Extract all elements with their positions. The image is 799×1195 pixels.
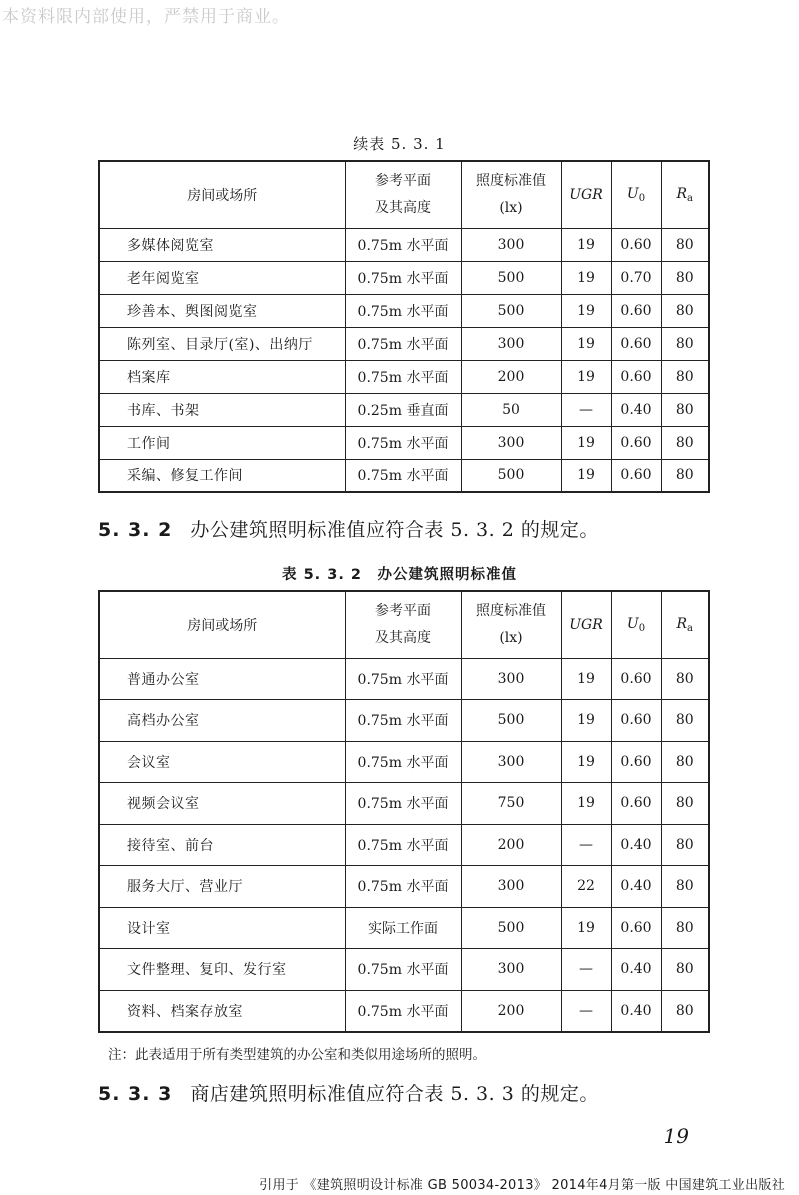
u0-cell: 0.60: [611, 658, 661, 700]
plane-cell: 0.75m 水平面: [345, 866, 461, 908]
table-row: [99, 990, 709, 1032]
ugr-cell: 19: [561, 360, 611, 393]
illuminance-cell: 500: [461, 459, 561, 492]
table-row: [99, 459, 709, 492]
room-cell: 珍善本、舆图阅览室: [99, 294, 345, 327]
illuminance-cell: 300: [461, 658, 561, 700]
illuminance-cell: 200: [461, 824, 561, 866]
header-u0: $U_0$: [611, 161, 661, 228]
illuminance-cell: 300: [461, 228, 561, 261]
ugr-cell: 19: [561, 294, 611, 327]
ra-cell: 80: [661, 228, 709, 261]
room-cell: 资料、档案存放室: [99, 990, 345, 1032]
table-row: [99, 360, 709, 393]
u0-cell: 0.60: [611, 741, 661, 783]
page-number: 19: [663, 1124, 689, 1148]
table-caption: 表 5. 3. 2 办公建筑照明标准值: [282, 567, 517, 583]
plane-cell: 0.75m 水平面: [345, 700, 461, 742]
header-plane: 参考平面 及其高度: [345, 161, 461, 228]
u0-cell: 0.40: [611, 393, 661, 426]
table-row: [99, 294, 709, 327]
ra-cell: 80: [661, 360, 709, 393]
table-row: [99, 907, 709, 949]
header-u0: $U_0$: [611, 591, 661, 658]
ugr-cell: —: [561, 824, 611, 866]
room-cell: 采编、修复工作间: [99, 459, 345, 492]
illuminance-cell: 300: [461, 426, 561, 459]
table-row: [99, 658, 709, 700]
ugr-cell: 19: [561, 700, 611, 742]
plane-cell: 0.75m 水平面: [345, 327, 461, 360]
illuminance-cell: 50: [461, 393, 561, 426]
ra-cell: 80: [661, 393, 709, 426]
u0-cell: 0.40: [611, 866, 661, 908]
ra-cell: 80: [661, 327, 709, 360]
plane-cell: 0.75m 水平面: [345, 459, 461, 492]
header-room: 房间或场所: [99, 161, 345, 228]
room-cell: 老年阅览室: [99, 261, 345, 294]
plane-cell: 0.75m 水平面: [345, 360, 461, 393]
clause-number: 5. 3. 2: [98, 519, 173, 541]
header-room: 房间或场所: [99, 591, 345, 658]
room-cell: 文件整理、复印、发行室: [99, 949, 345, 991]
illuminance-cell: 300: [461, 327, 561, 360]
ra-cell: 80: [661, 700, 709, 742]
table-row: [99, 949, 709, 991]
ugr-cell: 19: [561, 228, 611, 261]
u0-cell: 0.60: [611, 783, 661, 825]
table-note: 注：此表适用于所有类型建筑的办公室和类似用途场所的照明。: [108, 1047, 486, 1063]
room-cell: 高档办公室: [99, 700, 345, 742]
clause-text: 办公建筑照明标准值应符合表 5. 3. 2 的规定。: [190, 519, 599, 541]
plane-cell: 0.25m 垂直面: [345, 393, 461, 426]
table-caption: 续表 5. 3. 1: [353, 135, 446, 153]
plane-cell: 0.75m 水平面: [345, 741, 461, 783]
plane-cell: 0.75m 水平面: [345, 824, 461, 866]
table-row: [99, 741, 709, 783]
room-cell: 设计室: [99, 907, 345, 949]
u0-cell: 0.60: [611, 907, 661, 949]
room-cell: 接待室、前台: [99, 824, 345, 866]
header-illuminance: 照度标准值 (lx): [461, 591, 561, 658]
header-ra: $R_a$: [661, 161, 709, 228]
citation-footer: 引用于 《建筑照明设计标准 GB 50034-2013》 2014年4月第一版 中国建筑工业出版社: [259, 1178, 785, 1193]
room-cell: 会议室: [99, 741, 345, 783]
illuminance-cell: 300: [461, 741, 561, 783]
table-row: [99, 783, 709, 825]
plane-cell: 0.75m 水平面: [345, 658, 461, 700]
plane-cell: 0.75m 水平面: [345, 949, 461, 991]
room-cell: 多媒体阅览室: [99, 228, 345, 261]
table-row: [99, 866, 709, 908]
ugr-cell: 19: [561, 907, 611, 949]
table-row: [99, 824, 709, 866]
u0-cell: 0.60: [611, 459, 661, 492]
room-cell: 书库、书架: [99, 393, 345, 426]
table-row: [99, 700, 709, 742]
header-ra: $R_a$: [661, 591, 709, 658]
u0-cell: 0.60: [611, 700, 661, 742]
watermark: 本资料限内部使用，严禁用于商业。: [2, 7, 290, 27]
ugr-cell: 22: [561, 866, 611, 908]
room-cell: 档案库: [99, 360, 345, 393]
illuminance-cell: 200: [461, 990, 561, 1032]
ra-cell: 80: [661, 866, 709, 908]
table-row: [99, 261, 709, 294]
ra-cell: 80: [661, 426, 709, 459]
header-plane: 参考平面 及其高度: [345, 591, 461, 658]
u0-cell: 0.60: [611, 294, 661, 327]
ra-cell: 80: [661, 907, 709, 949]
plane-cell: 0.75m 水平面: [345, 990, 461, 1032]
ra-cell: 80: [661, 741, 709, 783]
room-cell: 普通办公室: [99, 658, 345, 700]
illuminance-cell: 500: [461, 261, 561, 294]
header-ugr: UGR: [561, 591, 611, 658]
ra-cell: 80: [661, 783, 709, 825]
room-cell: 视频会议室: [99, 783, 345, 825]
ugr-cell: 19: [561, 261, 611, 294]
plane-cell: 0.75m 水平面: [345, 426, 461, 459]
u0-cell: 0.60: [611, 228, 661, 261]
ugr-cell: 19: [561, 459, 611, 492]
ra-cell: 80: [661, 294, 709, 327]
plane-cell: 0.75m 水平面: [345, 783, 461, 825]
plane-cell: 0.75m 水平面: [345, 294, 461, 327]
plane-cell: 实际工作面: [345, 907, 461, 949]
header-ugr: UGR: [561, 161, 611, 228]
u0-cell: 0.60: [611, 426, 661, 459]
illuminance-cell: 750: [461, 783, 561, 825]
u0-cell: 0.60: [611, 360, 661, 393]
ugr-cell: —: [561, 990, 611, 1032]
clause-5-3-2: [98, 515, 599, 542]
clause-text: 商店建筑照明标准值应符合表 5. 3. 3 的规定。: [190, 1083, 599, 1105]
u0-cell: 0.60: [611, 327, 661, 360]
ugr-cell: 19: [561, 658, 611, 700]
table-header-row: [99, 161, 709, 228]
table-row: [99, 393, 709, 426]
illuminance-cell: 300: [461, 866, 561, 908]
table-row: [99, 327, 709, 360]
ugr-cell: 19: [561, 783, 611, 825]
room-cell: 工作间: [99, 426, 345, 459]
plane-cell: 0.75m 水平面: [345, 228, 461, 261]
illuminance-cell: 200: [461, 360, 561, 393]
clause-5-3-3: [98, 1079, 599, 1106]
illuminance-cell: 500: [461, 700, 561, 742]
table-5-3-2: [98, 590, 710, 1033]
room-cell: 服务大厅、营业厅: [99, 866, 345, 908]
ra-cell: 80: [661, 261, 709, 294]
u0-cell: 0.70: [611, 261, 661, 294]
table-row: [99, 228, 709, 261]
plane-cell: 0.75m 水平面: [345, 261, 461, 294]
ugr-cell: 19: [561, 327, 611, 360]
ugr-cell: —: [561, 949, 611, 991]
table-5-3-1-continued: [98, 160, 710, 493]
ra-cell: 80: [661, 990, 709, 1032]
table-row: [99, 426, 709, 459]
table-header-row: [99, 591, 709, 658]
u0-cell: 0.40: [611, 824, 661, 866]
ra-cell: 80: [661, 824, 709, 866]
ra-cell: 80: [661, 949, 709, 991]
u0-cell: 0.40: [611, 949, 661, 991]
illuminance-cell: 500: [461, 907, 561, 949]
room-cell: 陈列室、目录厅(室)、出纳厅: [99, 327, 345, 360]
header-illuminance: 照度标准值 (lx): [461, 161, 561, 228]
u0-cell: 0.40: [611, 990, 661, 1032]
illuminance-cell: 500: [461, 294, 561, 327]
ra-cell: 80: [661, 658, 709, 700]
ra-cell: 80: [661, 459, 709, 492]
ugr-cell: 19: [561, 426, 611, 459]
illuminance-cell: 300: [461, 949, 561, 991]
ugr-cell: 19: [561, 741, 611, 783]
ugr-cell: —: [561, 393, 611, 426]
clause-number: 5. 3. 3: [98, 1083, 173, 1105]
